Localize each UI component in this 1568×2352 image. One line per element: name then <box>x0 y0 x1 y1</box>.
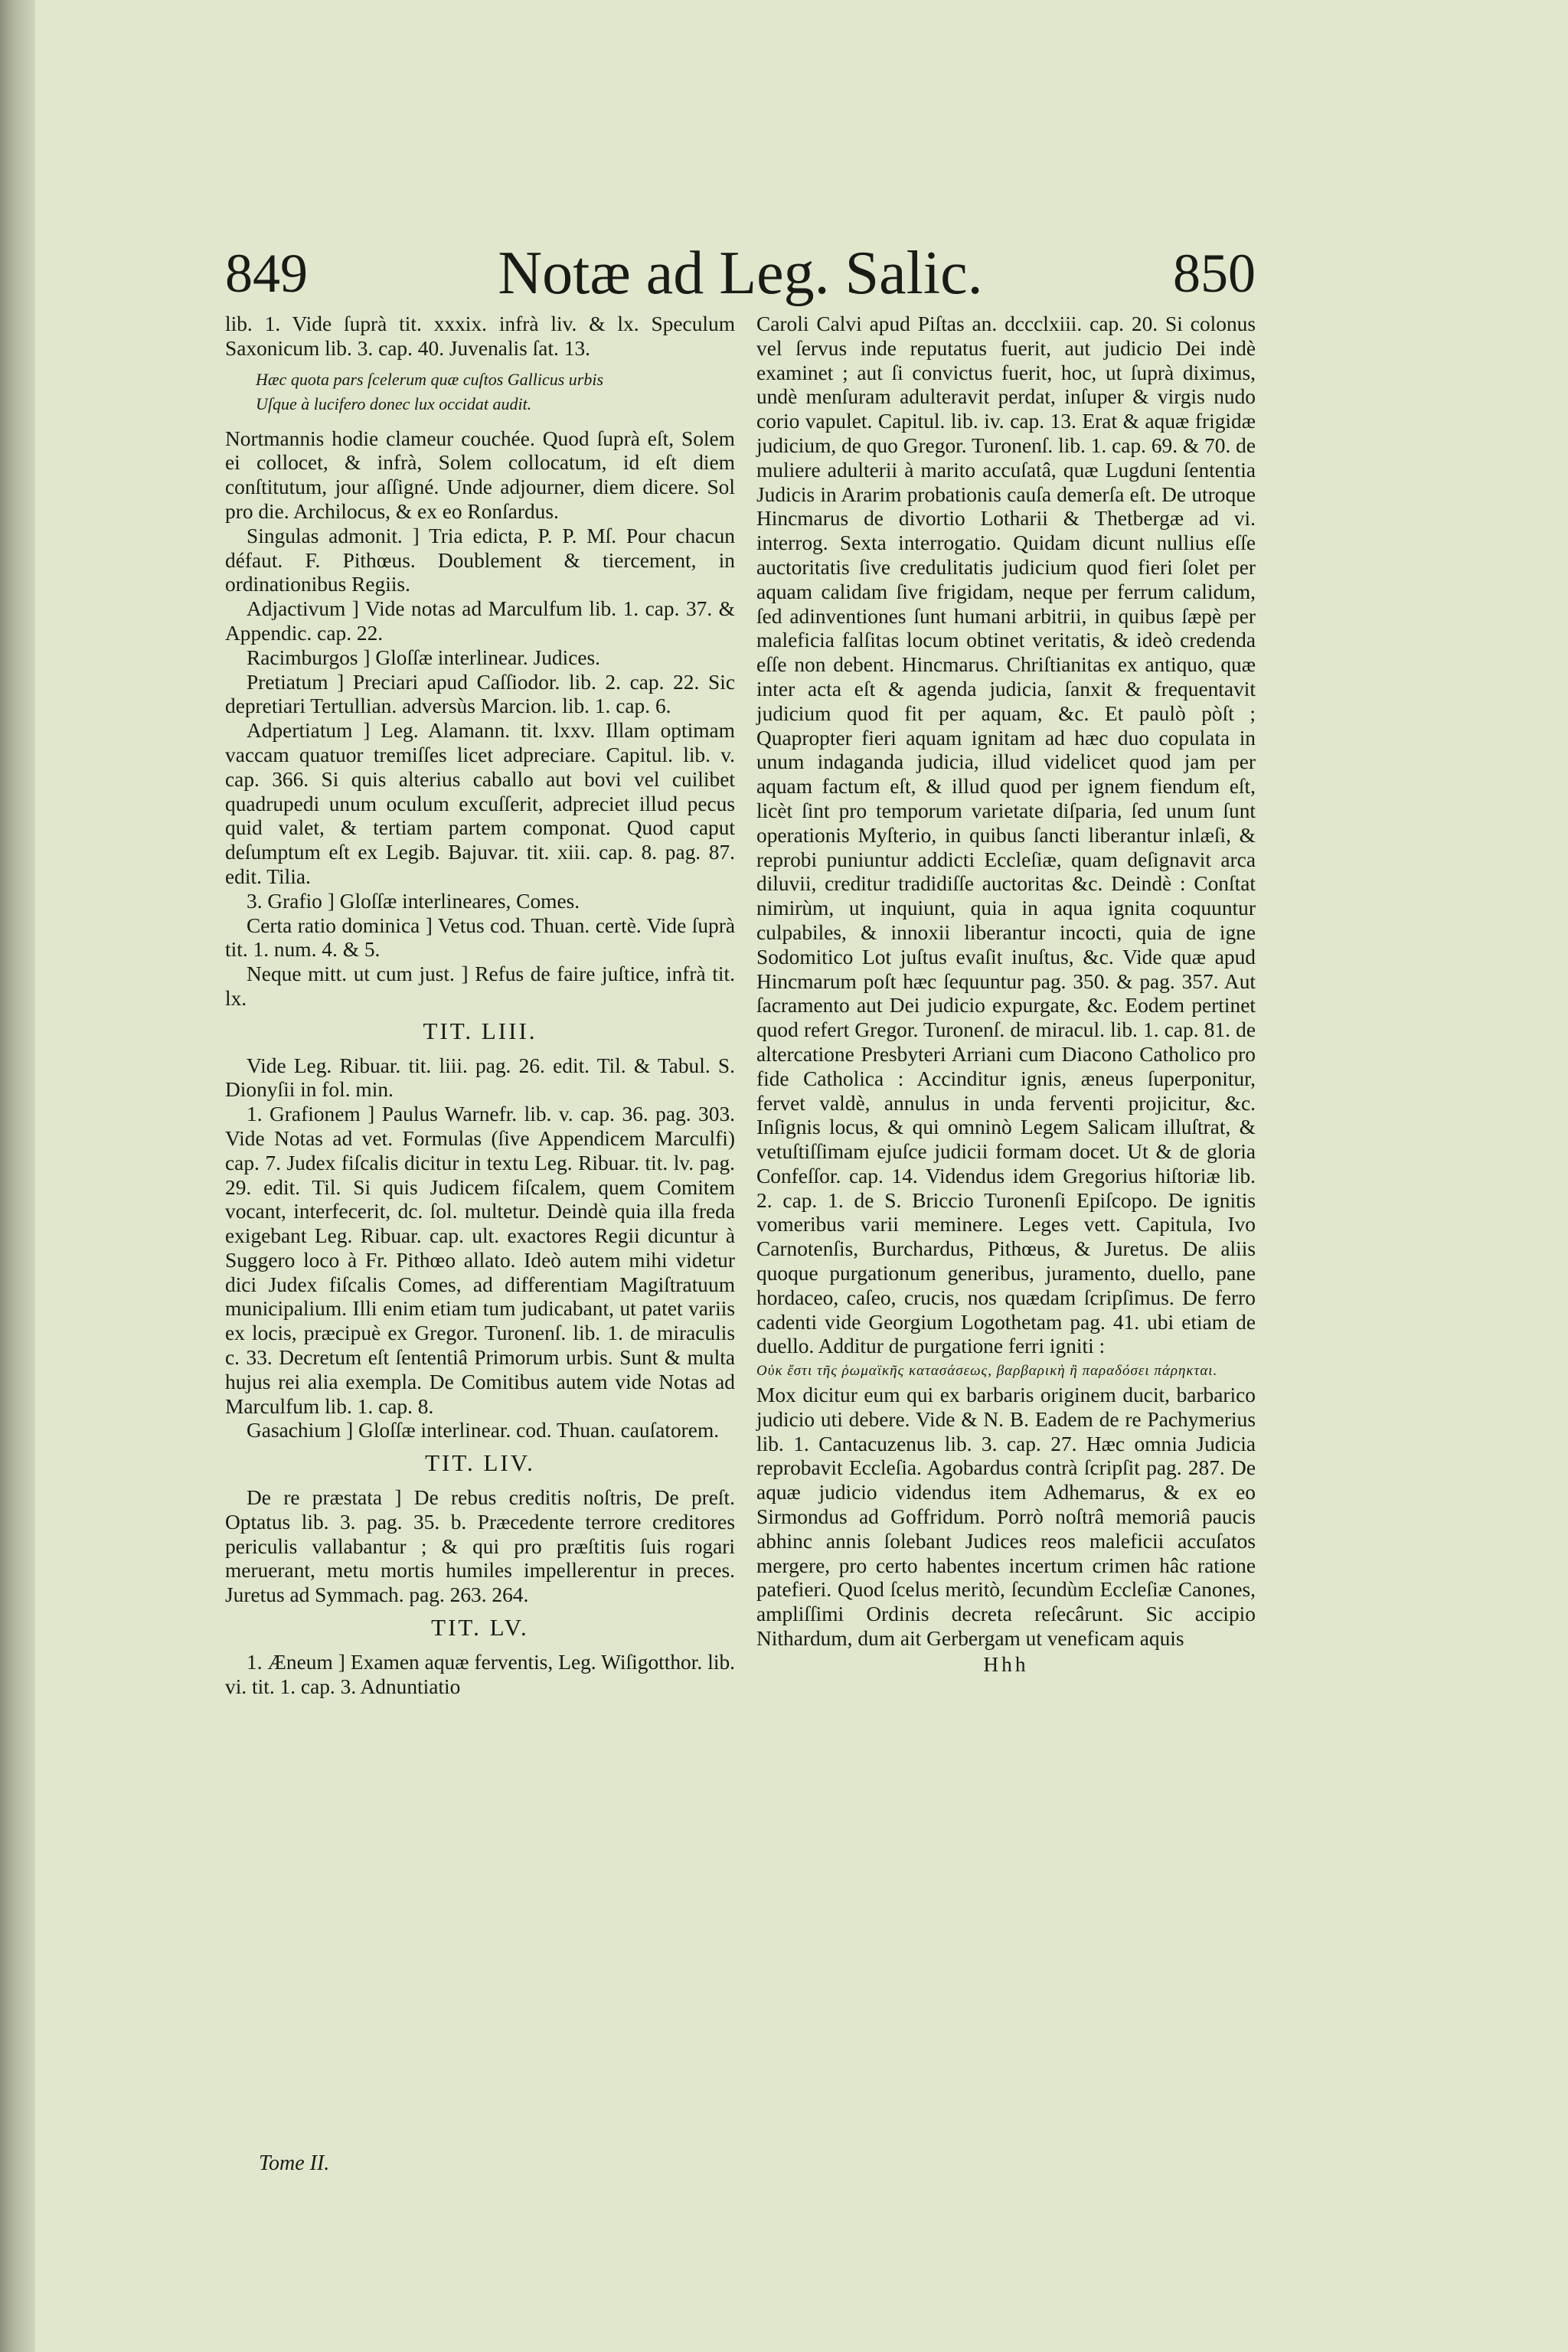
running-title: Notæ ad Leg. Salic. <box>498 240 983 307</box>
book-spine <box>0 0 35 2352</box>
note-entry: Certa ratio dominica ] Vetus cod. Thuan. certè. Vide ſuprà tit. 1. num. 4. & 5. <box>225 913 735 962</box>
note-entry: 3. Grafio ] Gloſſæ interlineares, Comes. <box>247 889 580 913</box>
note-entry: Adjactivum ] Vide notas ad Marculfum lib. 1. cap. 37. & Appendic. cap. 22. <box>225 597 735 645</box>
greek-quotation: Οὐκ ἔστι τῆς ῥωμαϊκῆς κατασάσεως, βαρβαρικὴ ἢ παραδόσει πάρηκται. <box>756 1363 1218 1380</box>
note-entry: De re præstata ] De rebus creditis noſtris, De preſt. Optatus lib. 3. pag. 35. b. Præcedente terrore creditores periculis vallabantur ; & qui pro præſtitis ſuis rogari meruerant, metu mortis humiles impellerentur in preces. Juretus ad Symmach. pag. 263. 264. <box>225 1486 735 1607</box>
tome-label: Tome II. <box>259 2151 330 2175</box>
note-entry: Adpertiatum ] Leg. Alamann. tit. lxxv. Illam optimam vaccam quatuor tremiſſes licet adpreciare. Capitul. lib. v. cap. 366. Si quis alterius caballo aut bovi vel cuilibet quadrupedi unum oculum excuſſerit, adpreciet illud pecus quid valet, & tertiam partem componat. Quod caput deſumptum eſt ex Legib. Bajuvar. tit. xiii. cap. 8. pag. 87. edit. Tilia. <box>225 719 735 888</box>
note-entry: 1. Grafionem ] Paulus Warnefr. lib. v. cap. 36. pag. 303. Vide Notas ad vet. Formulas (ſive Appendicem Marculfi) cap. 7. Judex fiſcalis dicitur in textu Leg. Ribuar. tit. lv. pag. 29. edit. Til. Si quis Judicem fiſcalem, quem Comitem vocant, interfecerit, dc. ſol. multetur. Deindè quia illa freda exigebant Leg. Ribuar. cap. ult. exactores Regii dicuntur à Suggero loco à Fr. Pithœo allato. Ideò autem mihi videtur dici Judex fiſcalis Comes, ad differentiam Magiſtratuum municipalium. Illi enim etiam tum judicabant, ut patet variis ex locis, præcipuè ex Gregor. Turonenſ. lib. 1. de miraculis c. 33. Decretum eſt ſententiâ Primorum urbis. Sunt & multa hujus rei alia exempla. De Comitibus autem vide Notas ad Marculfum lib. 1. cap. 8. <box>225 1102 735 1418</box>
paragraph: Mox dicitur eum qui ex barbaris originem ducit, barbarico judicio uti debere. Vide & N. B. Eadem de re Pachymerius lib. 1. Cantacuzenus lib. 3. cap. 27. Hæc omnia Judicia reprobavit Eccleſia. Agobardus contrà ſcripſit pag. 287. De aquæ judicio videndus item Adhemarus, & ex eo Sirmondus ad Goffridum. Porrò noſtrâ memoriâ paucis abhinc annis ſolebant Judices reos maleficii accuſatos mergere, pro certo habentes incertum crimen hâc ratione patefieri. Quod ſcelus meritò, ſecundùm Eccleſiæ Canones, ampliſſimi Ordinis decreta reſecârunt. Sic accipio Nithardum, dum ait Gerbergam ut veneficam aquis <box>756 1383 1256 1651</box>
section-heading: TIT. LV. <box>431 1614 529 1642</box>
paragraph: Caroli Calvi apud Piſtas an. dccclxiii. cap. 20. Si colonus vel ſervus inde reputatus fuerit, aut judicio Dei indè examinet ; aut ſi convictus fuerit, hoc, ut ſuprà diximus, undè menſuram adulteravit perdat, inſuper & virgis nudo corio vapulet. Capitul. lib. iv. cap. 13. Erat & aquæ frigidæ judicium, de quo Gregor. Turonenſ. lib. 1. cap. 69. & 70. de muliere adulterii à marito accuſatâ, quæ Lugduni ſententia Judicis in Ararim probationis cauſa demerſa eſt. De utroque Hincmarus de divortio Lotharii & Thetbergæ ad vi. interrog. Sexta interrogatio. Quidam dicunt nullius eſſe auctoritatis ſive credulitatis judicium quod fieri ſolet per aquam calidam ſive frigidam, neque per ferrum calidum, ſed adinventiones ſunt humani arbitrii, in quibus ſæpè per maleficia falſitas locum obtinet veritatis, & ideò credenda eſſe non debent. Hincmarus. Chriſtianitas ex antiquo, quæ inter acta eſt & agenda judicia, ſanxit & frequentavit judicium quod fit per aquam, &c. Et paulò pòſt ; Quapropter fieri aquam ignitam ad hæc duo copulata in unum indaganda judicia, illud videlicet quod jam per aquam factum eſt, & illud quod per ignem fiendum eſt, licèt ſint pro temporum varietate diſparia, ſed unum ſunt operationis Myſterio, in quibus ſancti liberantur inlæſi, & reprobi puniuntur addicti Eccleſiæ, quam deſignavit arca diluvii, creditur tradidiſſe auctoritas &c. Deindè : Conſtat nimirùm, ut inquiunt, quia in aqua ignita coquuntur culpabiles, & innoxii liberantur incocti, quia de igne Sodomitico Lot juſtus evaſit inuſtus, &c. Vide quæ apud Hincmarum poſt hæc ſequuntur pag. 350. & pag. 357. Aut ſacramento aut Dei judicio expurgate, &c. Eodem pertinet quod refert Gregor. Turonenſ. de miracul. lib. 1. cap. 81. de altercatione Presbyteri Arriani cum Diacono Catholico pro fide Catholica : Accinditur ignis, æneus ſuperponitur, fervet valdè, annulus in unda ferventi projicitur, &c. Inſignis locus, & qui omninò Legem Salicam illuſtrat, & vetuſtiſſimam ejuſce judicii formam docet. Ut & de gloria Confeſſor. cap. 14. Videndus idem Gregorius hiſtoriæ lib. 2. cap. 1. de S. Briccio Turonenſi Epiſcopo. De ignitis vomeribus varii meminere. Leges vett. Capitula, Ivo Carnotenſis, Burchardus, Pithœus, & Juretus. De aliis quoque purgationum generibus, juramento, duello, pane hordaceo, caſeo, crucis, nos quædam ſcripſimus. De ferro cadenti vide Georgium Logothetam pag. 41. ubi etiam de duello. Additur de purgatione ferri igniti : <box>756 312 1256 1358</box>
left-column <box>225 312 735 1699</box>
note-entry: Pretiatum ] Preciari apud Caſſiodor. lib. 2. cap. 22. Sic depretiari Tertullian. adversùs Marcion. lib. 1. cap. 6. <box>225 670 735 718</box>
note-entry: 1. Æneum ] Examen aquæ ferventis, Leg. Wiſigotthor. lib. vi. tit. 1. cap. 3. Adnuntiatio <box>225 1650 735 1698</box>
verse-line: Uſque à lucifero donec lux occidat audit. <box>256 394 532 413</box>
section-heading: TIT. LIII. <box>423 1017 537 1044</box>
signature-mark: Hhh <box>983 1652 1029 1676</box>
page-number-left: 849 <box>225 243 308 304</box>
right-column <box>756 312 1256 1677</box>
note-entry: Singulas admonit. ] Tria edicta, P. P. Mſ. Pour chacun défaut. F. Pithœus. Doublement & tiercement, in ordinationibus Regiis. <box>225 524 735 596</box>
note-entry: Vide Leg. Ribuar. tit. liii. pag. 26. edit. Til. & Tabul. S. Dionyſii in fol. min. <box>225 1054 735 1102</box>
section-heading: TIT. LIV. <box>425 1449 535 1477</box>
paragraph: Nortmannis hodie clameur couchée. Quod ſuprà eſt, Solem ei collocet, & infrà, Solem collocatum, id eſt diem conſtitutum, jour aſſigné. Unde adjourner, diem dicere. Sol pro die. Archilocus, & ex eo Ronſardus. <box>225 426 735 523</box>
verse-line: Hæc quota pars ſcelerum quæ cuſtos Gallicus urbis <box>256 369 604 389</box>
note-entry: Neque mitt. ut cum just. ] Refus de faire juſtice, infrà tit. lx. <box>225 962 735 1010</box>
page-number-right: 850 <box>1173 243 1256 304</box>
paragraph: lib. 1. Vide ſuprà tit. xxxix. infrà liv. & lx. Speculum Saxonicum lib. 3. cap. 40. Juvenalis ſat. 13. <box>225 312 735 360</box>
note-entry: Racimburgos ] Gloſſæ interlinear. Judices. <box>247 645 601 669</box>
note-entry: Gasachium ] Gloſſæ interlinear. cod. Thuan. cauſatorem. <box>247 1419 720 1442</box>
